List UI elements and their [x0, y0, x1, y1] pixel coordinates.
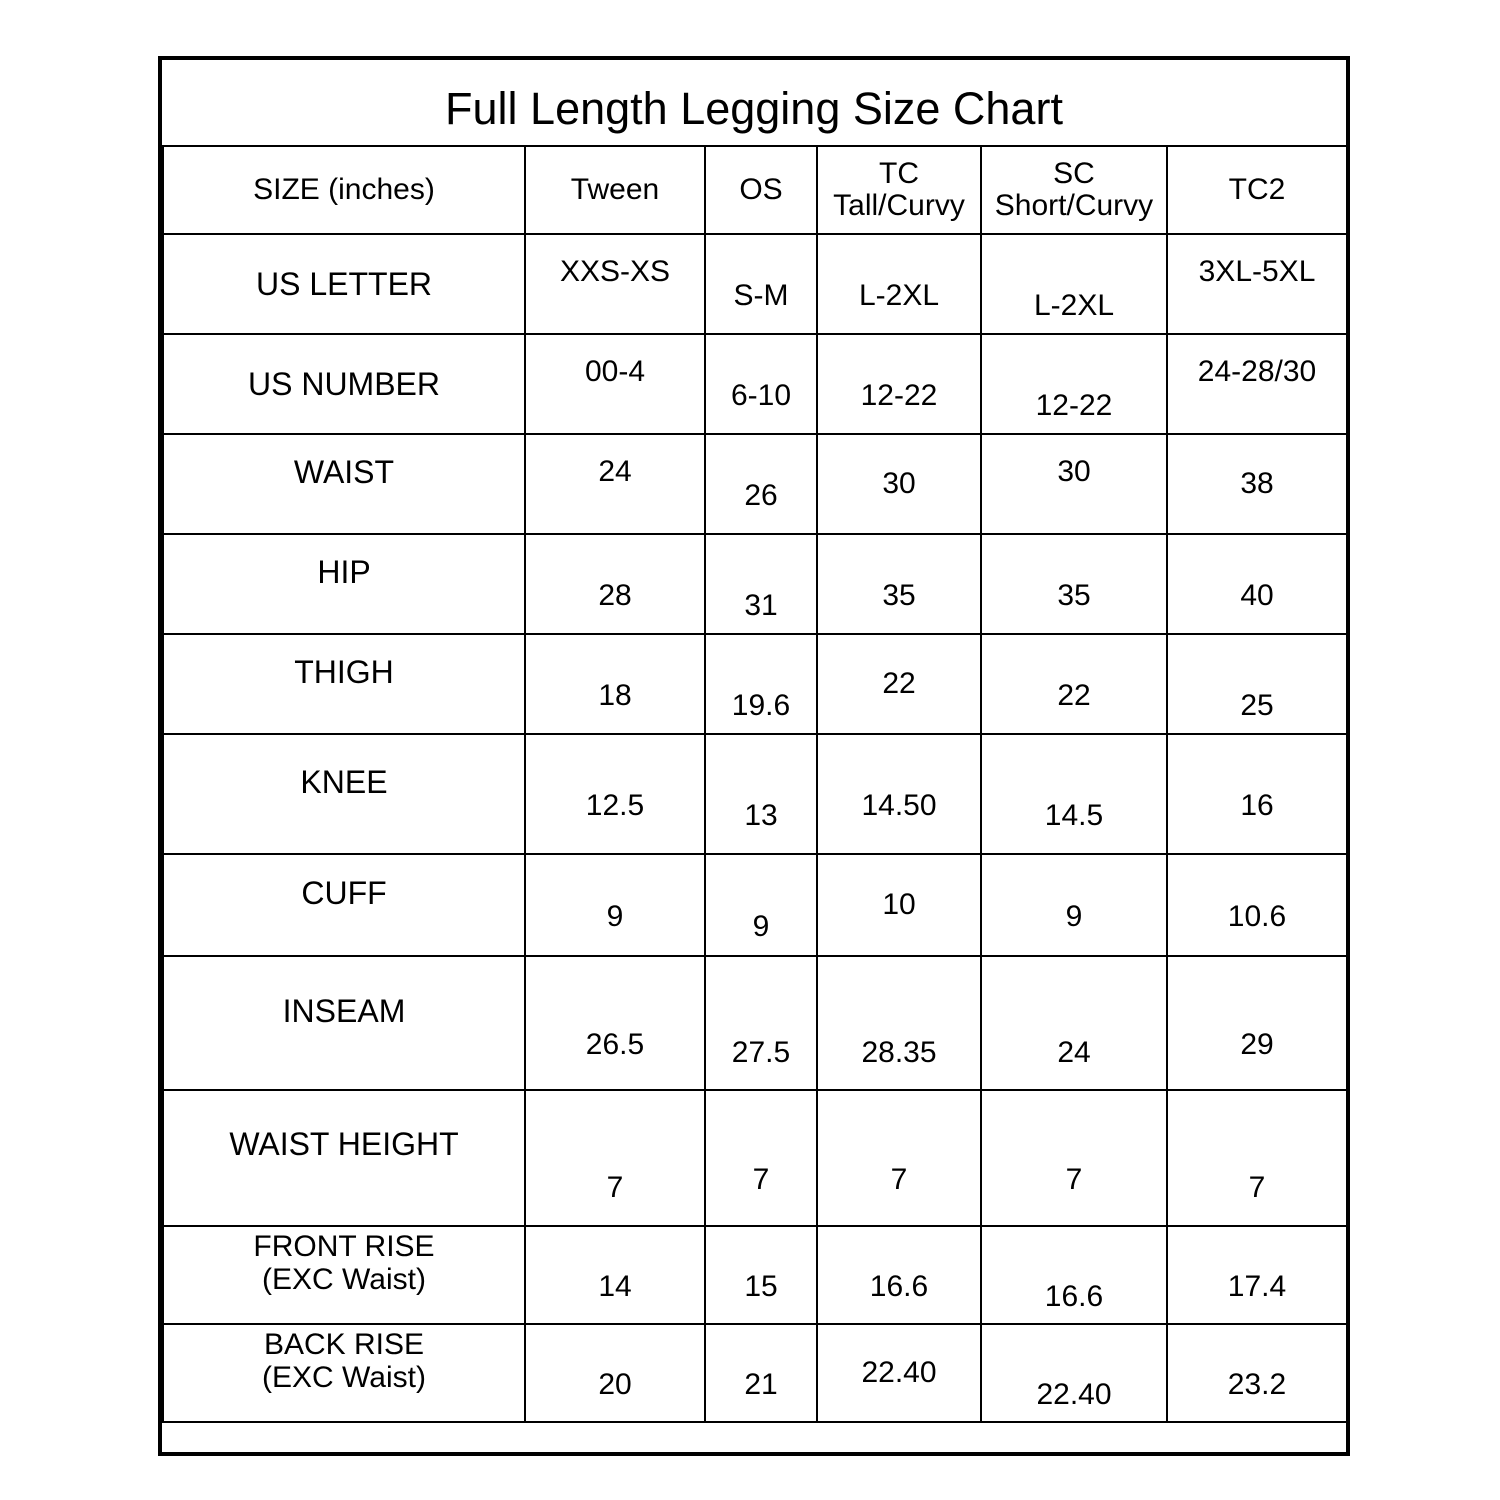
row-label-knee: KNEE	[163, 734, 525, 854]
cell-us-letter-tc2: 3XL-5XL	[1167, 234, 1347, 334]
cell-front-rise-tween: 14	[525, 1226, 705, 1324]
cell-inseam-tc: 28.35	[817, 956, 981, 1090]
cell-thigh-os: 19.6	[705, 634, 817, 734]
cell-hip-tc: 35	[817, 534, 981, 634]
cell-hip-tc2: 40	[1167, 534, 1347, 634]
column-header-sc-line2: Short/Curvy	[994, 189, 1154, 222]
cell-cuff-tween: 9	[525, 854, 705, 956]
cell-waist-height-os: 7	[705, 1090, 817, 1226]
cell-us-number-tc2: 24-28/30	[1167, 334, 1347, 434]
column-header-tween: Tween	[525, 146, 705, 234]
cell-inseam-tween: 26.5	[525, 956, 705, 1090]
row-label-waist-height: WAIST HEIGHT	[163, 1090, 525, 1226]
table-row	[163, 956, 1347, 1090]
row-label-us-letter: US LETTER	[163, 234, 525, 334]
cell-back-rise-tween: 20	[525, 1324, 705, 1422]
cell-waist-height-tc2: 7	[1167, 1090, 1347, 1226]
table-row	[163, 854, 1347, 956]
cell-knee-tc: 14.50	[817, 734, 981, 854]
cell-waist-height-tween: 7	[525, 1090, 705, 1226]
cell-us-number-tc: 12-22	[817, 334, 981, 434]
cell-us-number-tween: 00-4	[525, 334, 705, 434]
cell-inseam-os: 27.5	[705, 956, 817, 1090]
table-row	[163, 234, 1347, 334]
cell-us-number-os: 6-10	[705, 334, 817, 434]
cell-us-number-sc: 12-22	[981, 334, 1167, 434]
table-row	[163, 734, 1347, 854]
cell-thigh-tween: 18	[525, 634, 705, 734]
row-label-thigh: THIGH	[163, 634, 525, 734]
column-header-os: OS	[705, 146, 817, 234]
cell-front-rise-tc: 16.6	[817, 1226, 981, 1324]
cell-inseam-sc: 24	[981, 956, 1167, 1090]
row-label-front-rise-line2: (EXC Waist)	[262, 1263, 426, 1296]
table-row	[163, 1090, 1347, 1226]
cell-waist-tc: 30	[817, 434, 981, 534]
cell-back-rise-tc2: 23.2	[1167, 1324, 1347, 1422]
cell-us-letter-sc: L-2XL	[981, 234, 1167, 334]
row-label-us-number: US NUMBER	[163, 334, 525, 434]
cell-inseam-tc2: 29	[1167, 956, 1347, 1090]
cell-cuff-tc2: 10.6	[1167, 854, 1347, 956]
cell-knee-os: 13	[705, 734, 817, 854]
row-label-back-rise-line1: BACK RISE	[263, 1328, 425, 1361]
row-label-hip: HIP	[163, 534, 525, 634]
cell-knee-tc2: 16	[1167, 734, 1347, 854]
row-label-back-rise-line2: (EXC Waist)	[262, 1361, 426, 1394]
table-row	[163, 1324, 1347, 1422]
cell-front-rise-tc2: 17.4	[1167, 1226, 1347, 1324]
cell-front-rise-os: 15	[705, 1226, 817, 1324]
column-header-sc	[981, 146, 1167, 234]
cell-back-rise-tc: 22.40	[817, 1324, 981, 1422]
size-chart-table	[162, 145, 1348, 1423]
column-header-size: SIZE (inches)	[163, 146, 525, 234]
cell-back-rise-sc: 22.40	[981, 1324, 1167, 1422]
cell-knee-tween: 12.5	[525, 734, 705, 854]
row-label-waist: WAIST	[163, 434, 525, 534]
table-row	[163, 1226, 1347, 1324]
column-header-tc2: TC2	[1167, 146, 1347, 234]
cell-back-rise-os: 21	[705, 1324, 817, 1422]
column-header-tc-line1: TC	[879, 157, 919, 191]
table-row	[163, 334, 1347, 434]
cell-thigh-tc: 22	[817, 634, 981, 734]
table-row	[163, 634, 1347, 734]
cell-front-rise-sc: 16.6	[981, 1226, 1167, 1324]
cell-us-letter-os: S-M	[705, 234, 817, 334]
cell-cuff-tc: 10	[817, 854, 981, 956]
cell-thigh-tc2: 25	[1167, 634, 1347, 734]
cell-waist-tween: 24	[525, 434, 705, 534]
cell-hip-tween: 28	[525, 534, 705, 634]
column-header-tc-line2: Tall/Curvy	[833, 189, 965, 222]
cell-waist-height-sc: 7	[981, 1090, 1167, 1226]
cell-us-letter-tc: L-2XL	[817, 234, 981, 334]
page-title: Full Length Legging Size Chart	[445, 83, 1063, 134]
row-label-front-rise-line1: FRONT RISE	[253, 1230, 435, 1263]
cell-us-letter-tween: XXS-XS	[525, 234, 705, 334]
table-header-row	[163, 146, 1347, 234]
column-header-tc	[817, 146, 981, 234]
cell-knee-sc: 14.5	[981, 734, 1167, 854]
cell-waist-os: 26	[705, 434, 817, 534]
size-chart-document	[158, 56, 1350, 1456]
cell-hip-os: 31	[705, 534, 817, 634]
row-label-inseam: INSEAM	[163, 956, 525, 1090]
row-label-back-rise	[163, 1324, 525, 1422]
cell-cuff-os: 9	[705, 854, 817, 956]
table-row	[163, 534, 1347, 634]
column-header-sc-line1: SC	[1053, 157, 1095, 191]
cell-waist-height-tc: 7	[817, 1090, 981, 1226]
row-label-cuff: CUFF	[163, 854, 525, 956]
cell-waist-tc2: 38	[1167, 434, 1347, 534]
row-label-front-rise	[163, 1226, 525, 1324]
cell-hip-sc: 35	[981, 534, 1167, 634]
cell-thigh-sc: 22	[981, 634, 1167, 734]
cell-waist-sc: 30	[981, 434, 1167, 534]
table-row	[163, 434, 1347, 534]
cell-cuff-sc: 9	[981, 854, 1167, 956]
